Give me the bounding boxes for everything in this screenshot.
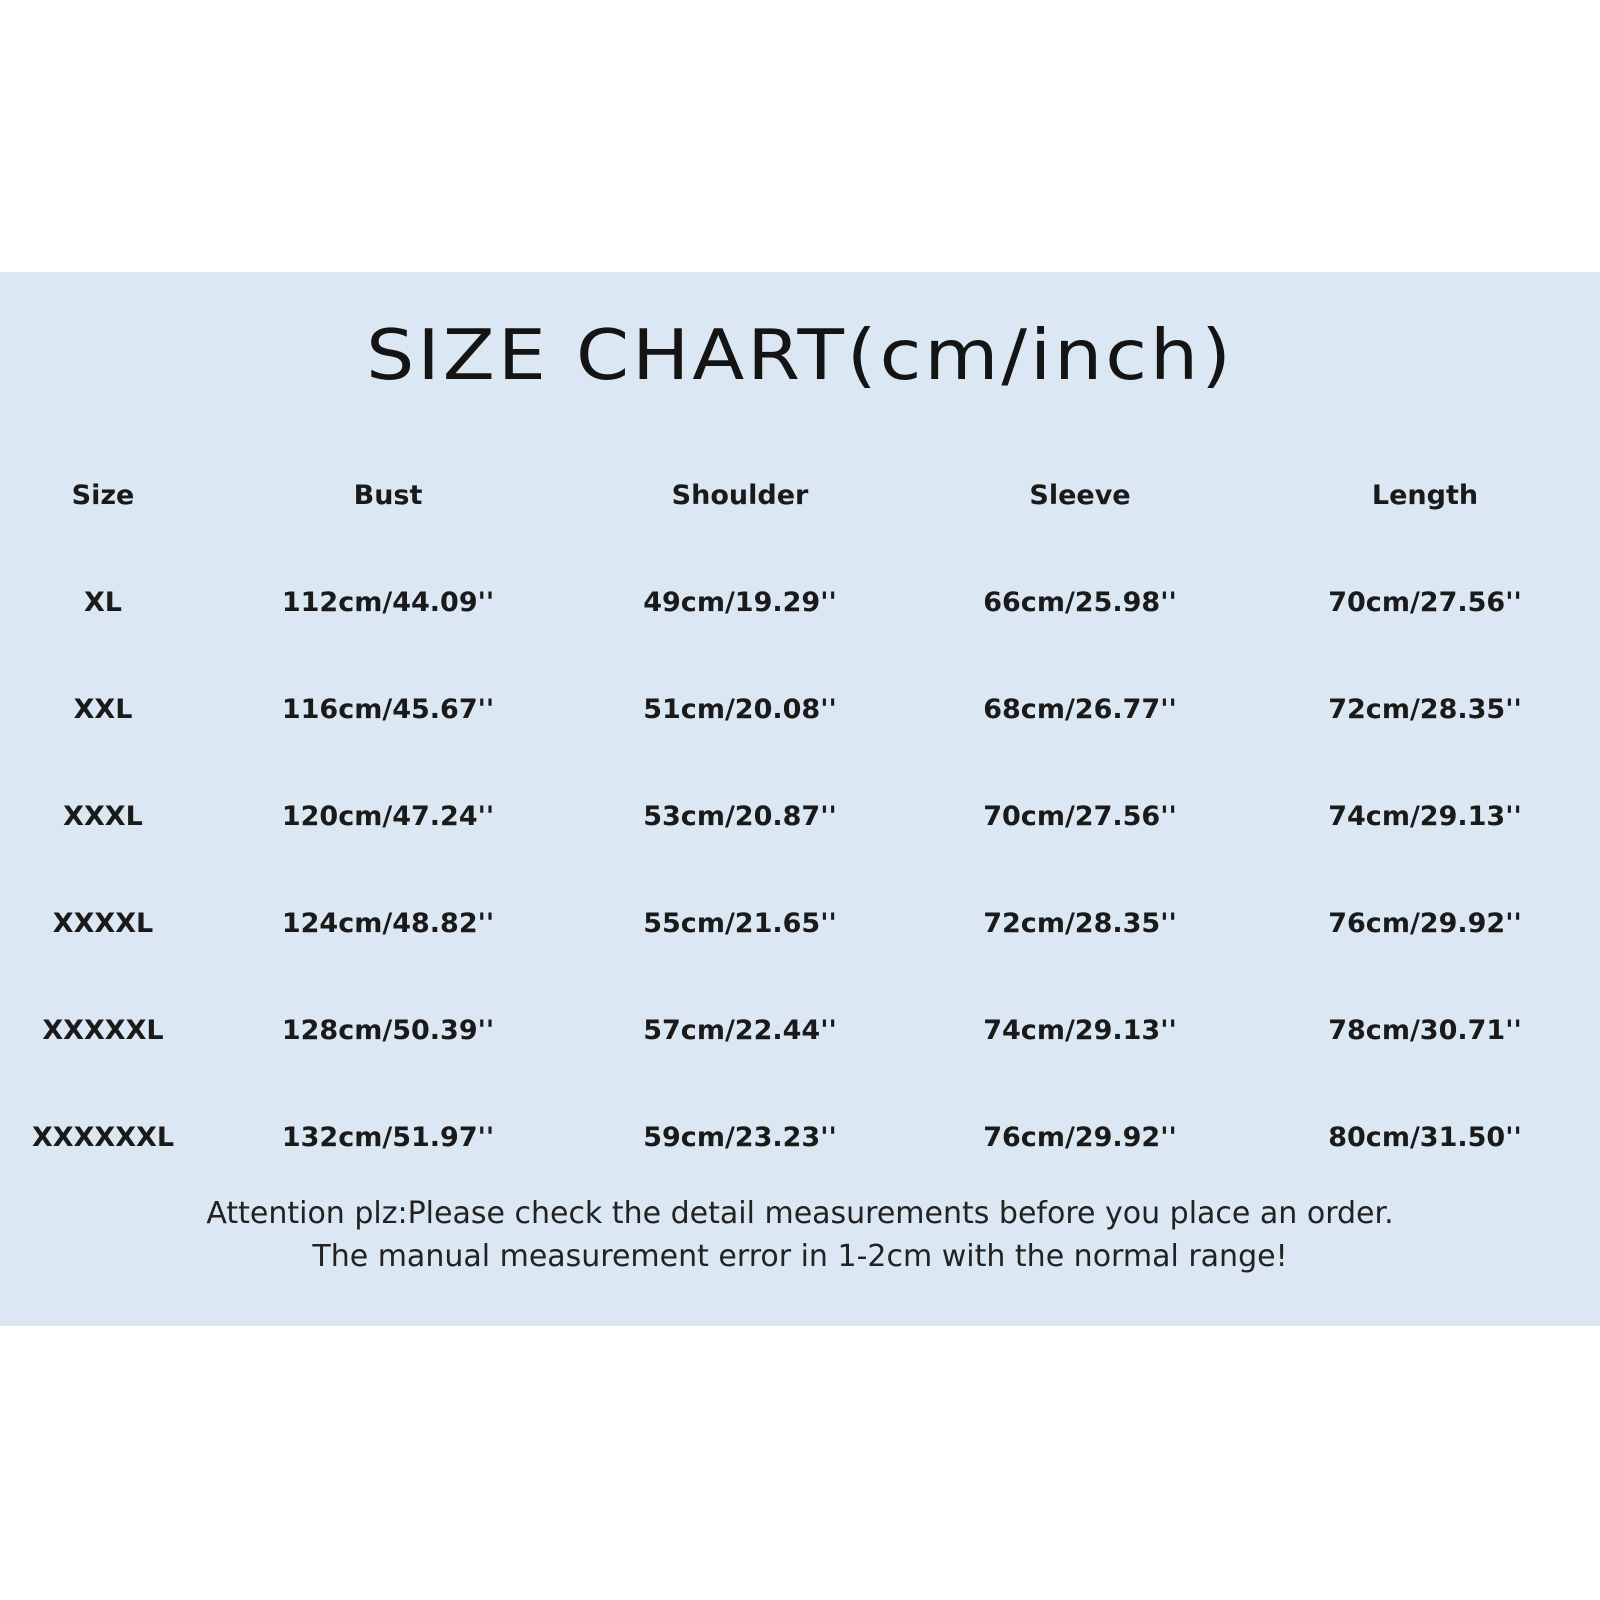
cell-size: XXXXXL — [42, 1015, 164, 1046]
cell-shoulder: 49cm/19.29'' — [643, 587, 837, 618]
cell-shoulder: 53cm/20.87'' — [643, 801, 837, 832]
cell-bust: 120cm/47.24'' — [281, 801, 495, 832]
cell-bust: 116cm/45.67'' — [281, 694, 495, 725]
table-row — [0, 1084, 1600, 1191]
cell-shoulder: 59cm/23.23'' — [643, 1122, 837, 1153]
cell-size: XXXXXXL — [31, 1122, 175, 1153]
cell-bust: 124cm/48.82'' — [281, 908, 495, 939]
cell-length: 70cm/27.56'' — [1328, 587, 1522, 618]
size-chart-panel — [0, 272, 1600, 1326]
attention-note — [0, 1192, 1600, 1278]
table-row — [0, 763, 1600, 870]
cell-length: 78cm/30.71'' — [1328, 1015, 1522, 1046]
cell-bust: 128cm/50.39'' — [281, 1015, 495, 1046]
cell-shoulder: 55cm/21.65'' — [643, 908, 837, 939]
cell-sleeve: 70cm/27.56'' — [983, 801, 1177, 832]
cell-length: 74cm/29.13'' — [1328, 801, 1522, 832]
cell-sleeve: 74cm/29.13'' — [983, 1015, 1177, 1046]
size-table — [0, 442, 1600, 1191]
header-size: Size — [71, 480, 135, 511]
cell-size: XL — [83, 587, 123, 618]
header-bust: Bust — [353, 480, 423, 511]
note-line: Attention plz:Please check the detail measurements before you place an order. — [206, 1196, 1394, 1231]
cell-sleeve: 68cm/26.77'' — [983, 694, 1177, 725]
table-row — [0, 870, 1600, 977]
table-row — [0, 977, 1600, 1084]
table-header-row — [0, 442, 1600, 549]
cell-bust: 132cm/51.97'' — [281, 1122, 495, 1153]
cell-size: XXXXL — [52, 908, 154, 939]
header-shoulder: Shoulder — [671, 480, 809, 511]
size-chart-title: SIZE CHART(cm/inch) — [366, 313, 1234, 396]
cell-length: 72cm/28.35'' — [1328, 694, 1522, 725]
cell-shoulder: 51cm/20.08'' — [643, 694, 837, 725]
cell-length: 80cm/31.50'' — [1328, 1122, 1522, 1153]
cell-size: XXL — [73, 694, 133, 725]
cell-length: 76cm/29.92'' — [1328, 908, 1522, 939]
header-sleeve: Sleeve — [1029, 480, 1131, 511]
table-row — [0, 549, 1600, 656]
note-line: The manual measurement error in 1-2cm with the normal range! — [312, 1239, 1288, 1274]
cell-bust: 112cm/44.09'' — [281, 587, 495, 618]
cell-sleeve: 66cm/25.98'' — [983, 587, 1177, 618]
header-length: Length — [1371, 480, 1479, 511]
cell-shoulder: 57cm/22.44'' — [643, 1015, 837, 1046]
cell-sleeve: 76cm/29.92'' — [983, 1122, 1177, 1153]
cell-size: XXXL — [63, 801, 143, 832]
table-row — [0, 656, 1600, 763]
cell-sleeve: 72cm/28.35'' — [983, 908, 1177, 939]
